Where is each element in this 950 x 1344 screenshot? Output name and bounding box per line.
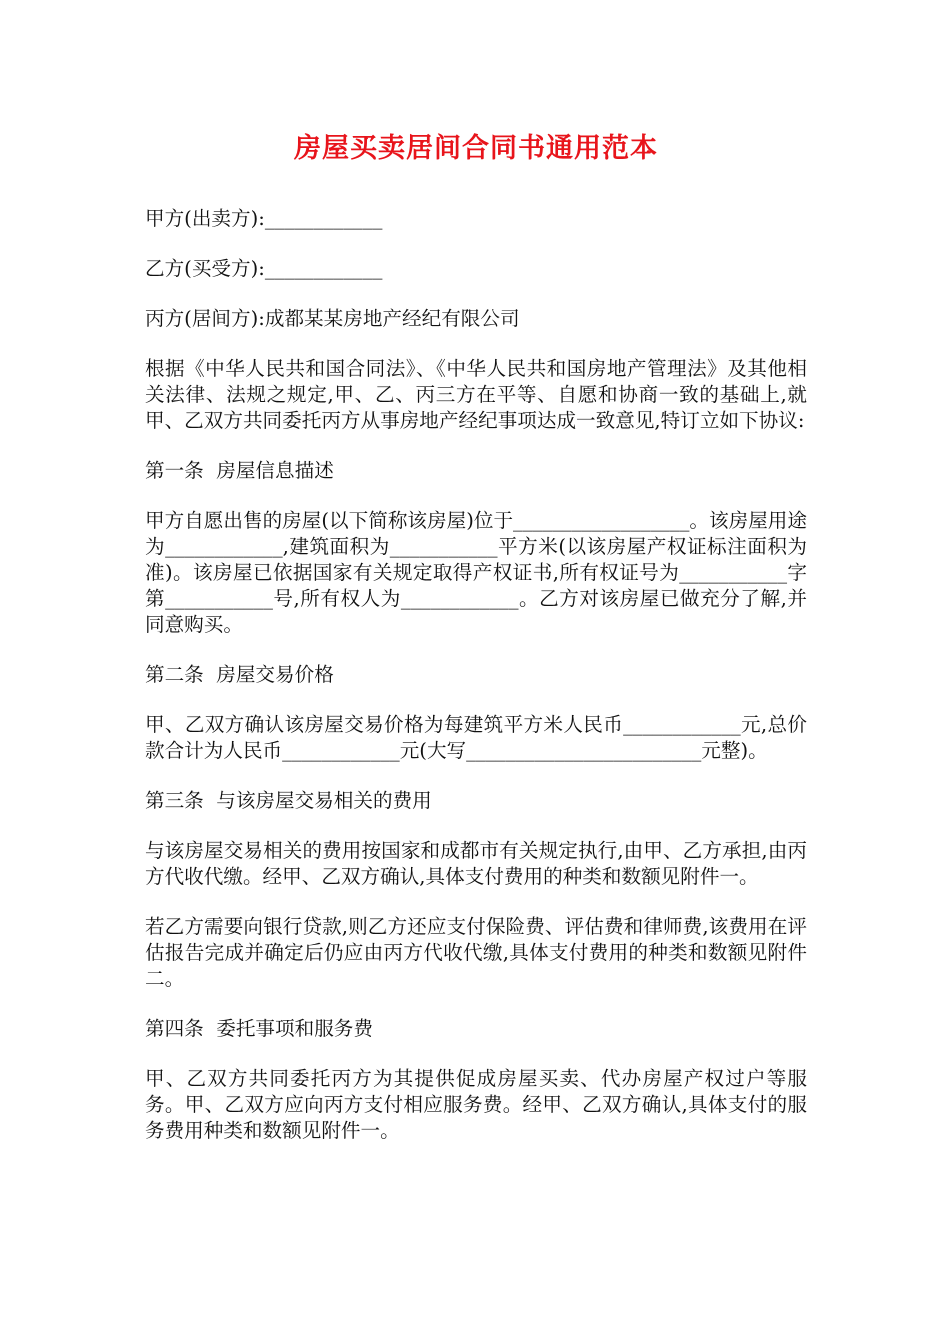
article-3-body-1: 与该房屋交易相关的费用按国家和成都市有关规定执行,由甲、乙方承担,由丙方代收代缴。经甲、乙双方确认,具体支付费用的种类和数额见附件一。 [145,839,807,888]
party-b-line: 乙方(买受方):____________ [145,257,383,280]
article-4-body: 甲、乙双方共同委托丙方为其提供促成房屋买卖、代办房屋产权过户等服务。甲、乙双方应向丙方支付相应服务费。经甲、乙双方确认,具体支付的服务费用种类和数额见附件一。 [145,1067,807,1142]
party-a-line: 甲方(出卖方):____________ [145,207,383,230]
document-title: 房屋买卖居间合同书通用范本 [294,133,658,164]
article-2-body: 甲、乙双方确认该房屋交易价格为每建筑平方米人民币____________元,总价款合计为人民币____________元(大写________________________元整)。 [145,713,807,762]
article-3-body-2: 若乙方需要向银行贷款,则乙方还应支付保险费、评估费和律师费,该费用在评估报告完成并确定后仍应由丙方代收代缴,具体支付费用的种类和数额见附件二。 [145,915,807,990]
article-2-heading: 第二条 房屋交易价格 [145,663,334,686]
preamble-paragraph: 根据《中华人民共和国合同法》、《中华人民共和国房地产管理法》及其他相关法律、法规之规定,甲、乙、丙三方在平等、自愿和协商一致的基础上,就甲、乙双方共同委托丙方从事房地产经纪事项达成一致意见,特订立如下协议: [145,357,807,432]
article-1-body: 甲方自愿出售的房屋(以下简称该房屋)位于__________________。该房屋用途为____________,建筑面积为___________平方米(以该房屋产权证标注面积为准)。该房屋已依据国家有关规定取得产权证书,所有权证号为___________字第___________号,所有权人为____________。乙方对该房屋已做充分了解,并同意购买。 [145,509,807,636]
article-1-heading: 第一条 房屋信息描述 [145,459,334,482]
party-c-line: 丙方(居间方):成都某某房地产经纪有限公司 [145,307,520,330]
contract-page [145,128,807,1168]
article-4-heading: 第四条 委托事项和服务费 [145,1017,373,1040]
article-3-heading: 第三条 与该房屋交易相关的费用 [145,789,432,812]
